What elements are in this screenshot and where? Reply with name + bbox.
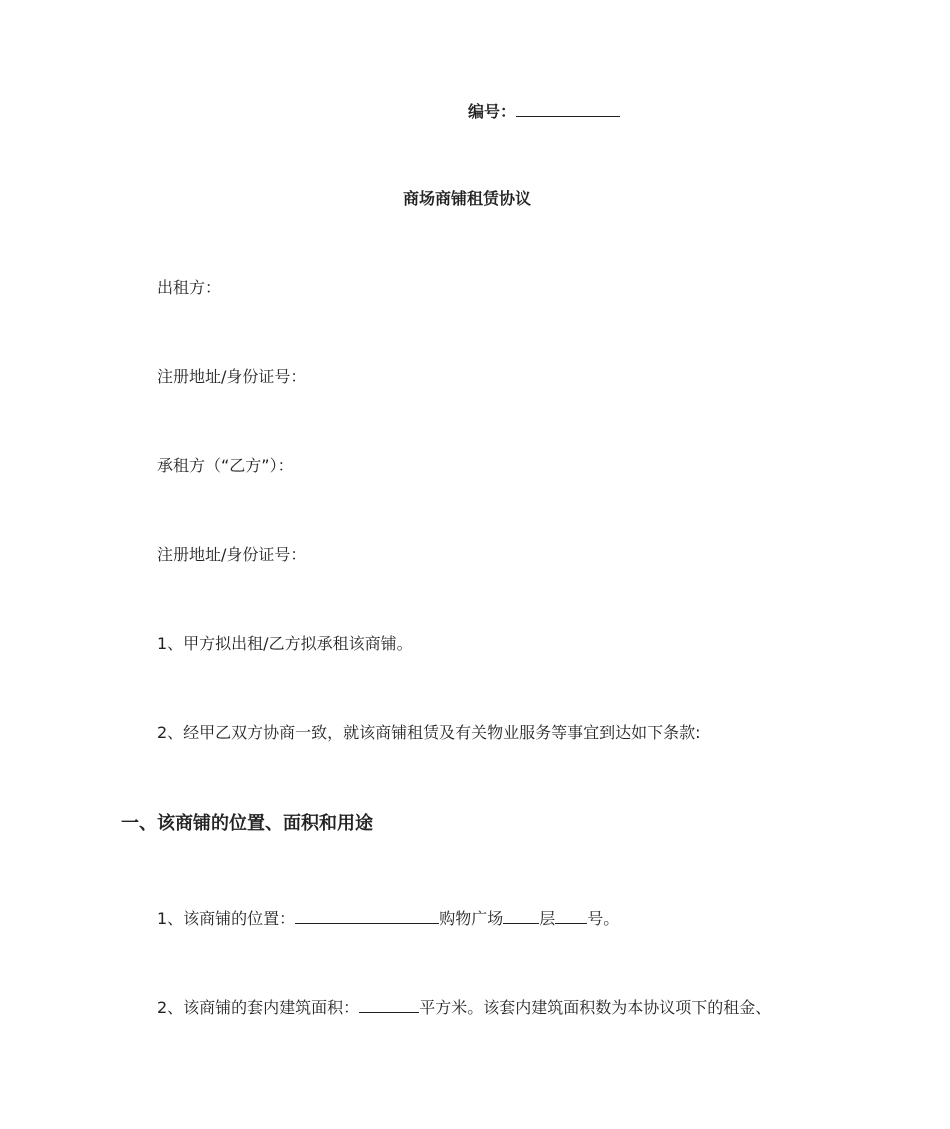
area-clause	[157, 995, 771, 1019]
section-heading: 一、该商铺的位置、面积和用途	[121, 813, 373, 834]
lessee-line: 承租方（“乙方”）：	[157, 456, 294, 475]
location-clause-mall: 购物广场	[439, 909, 504, 928]
lessor-line: 出租方：	[157, 278, 222, 297]
lessee-address-line: 注册地址/身份证号：	[157, 545, 307, 564]
mall-name-blank	[295, 906, 439, 924]
lessor-address-line: 注册地址/身份证号：	[157, 367, 307, 386]
preamble-item-1: 1、甲方拟出租/乙方拟承租该商铺。	[157, 634, 413, 653]
area-clause-suffix: 平方米。该套内建筑面积数为本协议项下的租金、	[419, 998, 772, 1017]
unit-number-blank	[555, 906, 587, 924]
floor-blank	[503, 906, 539, 924]
area-clause-prefix: 2、该商铺的套内建筑面积：	[157, 998, 360, 1017]
document-title: 商场商铺租赁协议	[403, 189, 532, 208]
document-number	[468, 99, 620, 123]
location-clause-end: 号。	[587, 909, 620, 928]
document-number-blank	[516, 99, 620, 117]
location-clause	[157, 906, 619, 930]
area-blank	[359, 995, 419, 1013]
location-clause-prefix: 1、该商铺的位置：	[157, 909, 296, 928]
document-number-label: 编号：	[468, 102, 517, 121]
preamble-item-2: 2、经甲乙双方协商一致，就该商铺租赁及有关物业服务等事宜到达如下条款:	[157, 723, 701, 742]
location-clause-floor: 层	[539, 909, 556, 928]
